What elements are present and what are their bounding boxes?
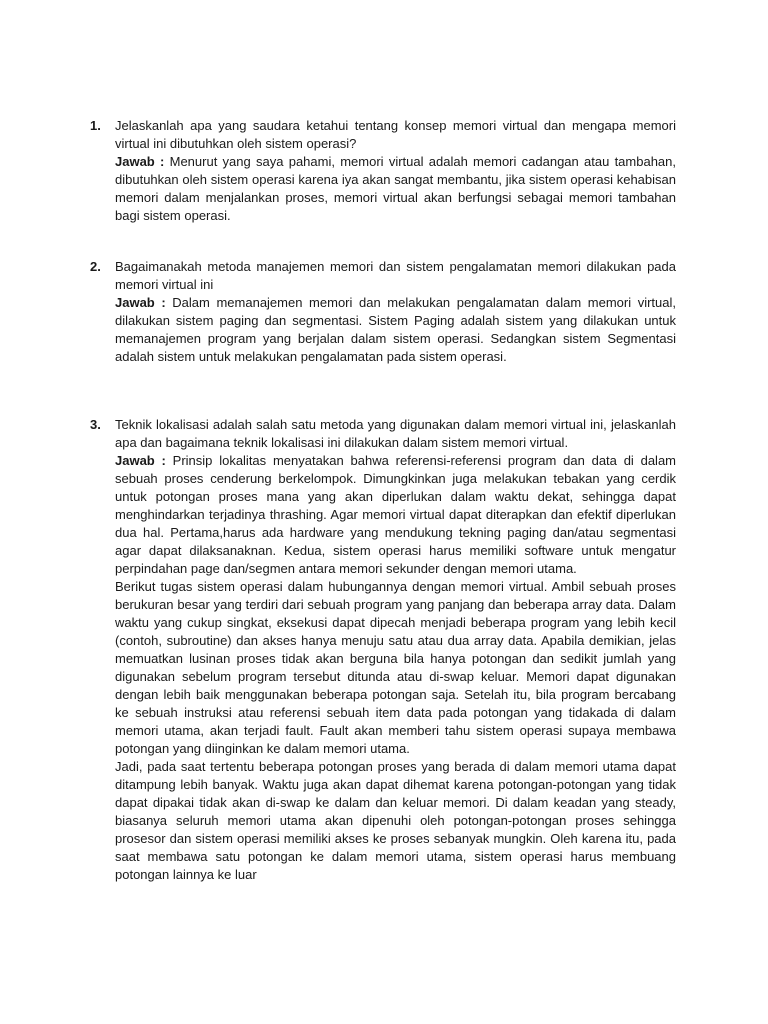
question-text: Bagaimanakah metoda manajemen memori dan sistem pengalamatan memori dilakukan pada memori virtual ini <box>115 259 676 292</box>
answer-label: Jawab : <box>115 154 165 169</box>
question-number: 1. <box>90 118 101 133</box>
question-content <box>115 258 676 366</box>
question-content <box>115 416 676 884</box>
question-text: Teknik lokalisasi adalah salah satu metoda yang digunakan dalam memori virtual ini, jelaskanlah apa dan bagaimana teknik lokalisasi ini dilakukan dalam sistem memori virtual. <box>115 417 676 450</box>
question-text: Jelaskanlah apa yang saudara ketahui tentang konsep memori virtual dan mengapa memori virtual ini dibutuhkan oleh sistem operasi? <box>115 118 676 151</box>
answer-text: Menurut yang saya pahami, memori virtual adalah memori cadangan atau tambahan, dibutuhkan oleh sistem operasi karena iya akan sangat membantu, jika sistem operasi kehabisan memori dalam menjalankan proses, memori virtual akan berfungsi sebagai memori tambahan bagi sistem operasi. <box>115 154 677 223</box>
answer-label: Jawab : <box>115 295 166 310</box>
answer-label: Jawab : <box>115 453 166 468</box>
question-item-2 <box>90 258 676 366</box>
question-number: 3. <box>90 417 101 432</box>
question-content <box>115 117 676 225</box>
question-item-1 <box>90 117 676 225</box>
answer-text: Dalam memanajemen memori dan melakukan pengalamatan dalam memori virtual, dilakukan sistem paging dan segmentasi. Sistem Paging adalah sistem yang dilakukan untuk memanajemen program yang berjalan dalam sistem operasi. Sedangkan sistem Segmentasi adalah sistem untuk melakukan pengalamatan pada sistem operasi. <box>115 295 676 364</box>
answer-paragraph <box>115 452 676 578</box>
answer-paragraph: Jadi, pada saat tertentu beberapa potongan proses yang berada di dalam memori utama dapat ditampung lebih banyak. Waktu juga akan dapat dihemat karena potongan-potongan yang tidak dapat dipakai tidak akan di-swap ke dalam dan keluar memori. Di dalam keadan yang steady, biasanya seluruh memori utama akan dipenuhi oleh potongan-potongan proses sehingga prosesor dan sistem operasi memiliki akses ke proses sebanyak mungkin. Oleh karena itu, pada saat membawa satu potongan ke dalam memori utama, sistem operasi harus membuang potongan lainnya ke luar <box>115 759 676 882</box>
answer-paragraph <box>115 294 676 366</box>
question-item-3 <box>90 416 676 884</box>
answer-paragraph <box>115 153 676 225</box>
answer-text: Prinsip lokalitas menyatakan bahwa referensi-referensi program dan data di dalam sebuah proses cenderung berkelompok. Dimungkinkan juga melakukan tebakan yang cerdik untuk potongan proses mana yang akan diperlukan dalam waktu dekat, sehingga dapat menghindarkan terjadinya thrashing. Agar memori virtual dapat diterapkan dan efektif diperlukan dua hal. Pertama,harus ada hardware yang mendukung tekning paging dan/atau segmentasi agar dapat dilaksanaknan. Kedua, sistem operasi harus memiliki software untuk mengatur perpindahan page dan/segmen antara memori sekunder dengan memori utama. <box>115 453 677 576</box>
question-number: 2. <box>90 259 101 274</box>
answer-paragraph: Berikut tugas sistem operasi dalam hubungannya dengan memori virtual. Ambil sebuah proses berukuran besar yang terdiri dari sebuah program yang panjang dan beberapa array data. Dalam waktu yang cukup singkat, eksekusi dapat dipecah menjadi beberapa program yang lebih kecil (contoh, subroutine) dan akses hanya menuju satu atau dua array data. Apabila demikian, jelas memuatkan lusinan proses tidak akan berguna bila hanya potongan dan sedikit jumlah yang digunakan sebelum program tersebut ditunda atau di-swap keluar. Memori dapat digunakan dengan lebih baik menggunakan beberapa potongan saja. Setelah itu, bila program bercabang ke sebuah instruksi atau referensi sebuah item data pada potongan yang tidakada di dalam memori utama, akan terjadi fault. Fault akan memberi tahu sistem operasi supaya membawa potongan yang diinginkan ke dalam memori utama. <box>115 579 676 756</box>
